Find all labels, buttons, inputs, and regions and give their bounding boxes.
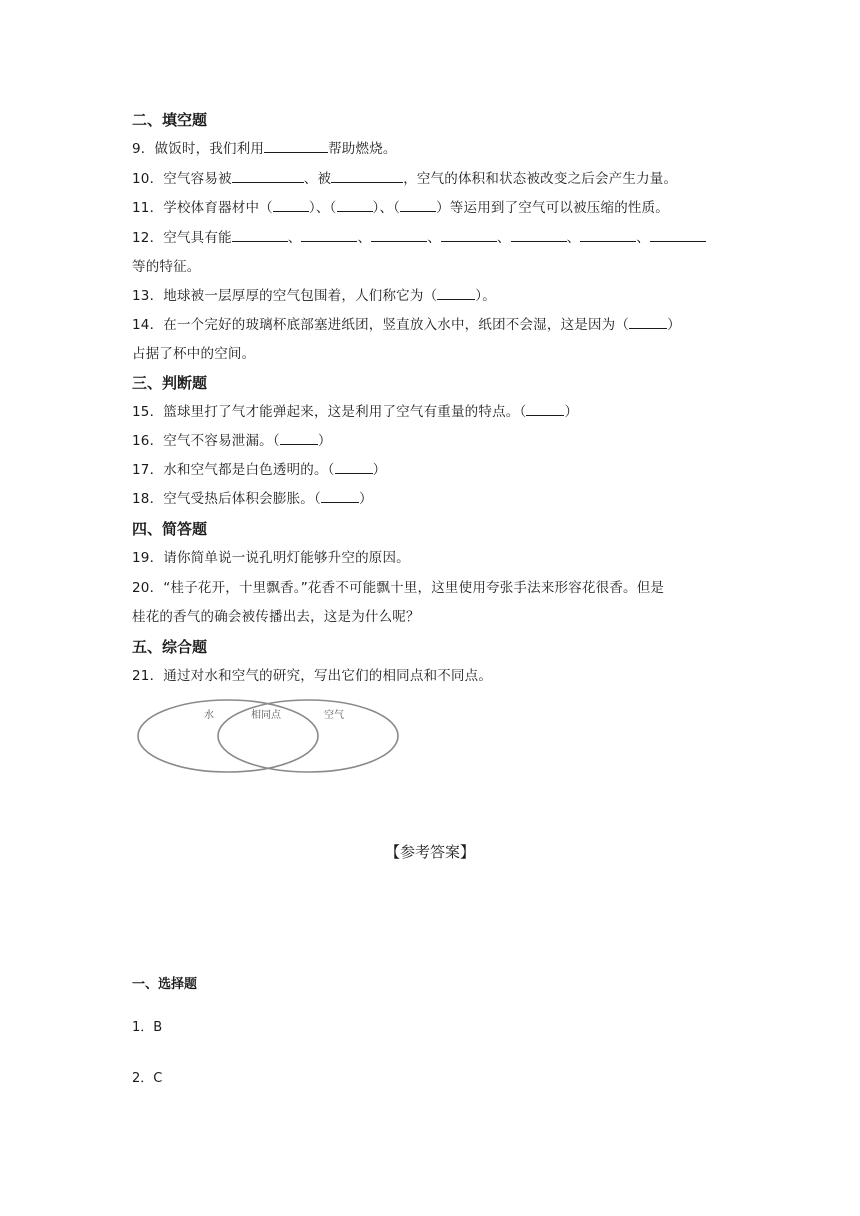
question-11: 11．学校体育器材中（ ）、（ ）、（ ）等运用到了空气可以被压缩的性质。 bbox=[132, 200, 670, 216]
venn-diagram bbox=[132, 696, 407, 780]
question-10: 10．空气容易被 、被 ，空气的体积和状态被改变之后会产生力量。 bbox=[132, 171, 678, 187]
question-14-line2: 占据了杯中的空间。 bbox=[132, 346, 256, 362]
answer-blank bbox=[321, 490, 359, 503]
answer-blank bbox=[371, 229, 427, 242]
question-20-line2: 桂花的香气的确会被传播出去，这是为什么呢？ bbox=[132, 609, 420, 625]
question-18: 18．空气受热后体积会膨胀。（ ） bbox=[132, 491, 373, 507]
question-16: 16．空气不容易泄漏。（ ） bbox=[132, 433, 332, 449]
answer-item: 2．C bbox=[132, 1071, 163, 1086]
question-12: 12．空气具有能 、 、 、 、 、 、 bbox=[132, 229, 706, 247]
answer-blank bbox=[400, 199, 436, 212]
question-13: 13．地球被一层厚厚的空气包围着，人们称它为（ ）。 bbox=[132, 288, 496, 304]
answer-blank bbox=[232, 170, 304, 183]
answer-key-title: 【参考答案】 bbox=[384, 843, 475, 861]
question-15: 15．篮球里打了气才能弹起来，这是利用了空气有重量的特点。（ ） bbox=[132, 404, 579, 420]
question-9: 9．做饭时，我们利用 帮助燃烧。 bbox=[132, 141, 397, 157]
section-comprehensive: 五、综合题 bbox=[132, 638, 208, 656]
question-12-line2: 等的特征。 bbox=[132, 259, 201, 275]
venn-right-circle bbox=[218, 700, 398, 772]
answer-blank bbox=[650, 229, 706, 242]
answer-blank bbox=[526, 403, 564, 416]
answer-blank bbox=[437, 287, 475, 300]
answer-blank bbox=[232, 229, 288, 242]
answer-item: 1．B bbox=[132, 1020, 163, 1035]
answer-blank bbox=[331, 170, 403, 183]
answer-blank bbox=[629, 316, 667, 329]
question-17: 17．水和空气都是白色透明的。（ ） bbox=[132, 462, 387, 478]
section-fill-blank: 二、填空题 bbox=[132, 111, 208, 129]
answer-blank bbox=[280, 432, 318, 445]
answer-blank bbox=[441, 229, 497, 242]
venn-right-label: 空气 bbox=[324, 710, 344, 721]
answer-blank bbox=[337, 199, 373, 212]
section-short-answer: 四、简答题 bbox=[132, 520, 208, 538]
answer-blank bbox=[335, 461, 373, 474]
answer-blank bbox=[301, 229, 357, 242]
question-14: 14．在一个完好的玻璃杯底部塞进纸团，竖直放入水中，纸团不会湿，这是因为（ ） bbox=[132, 317, 681, 333]
venn-left-label: 水 bbox=[204, 710, 214, 721]
venn-left-circle bbox=[138, 700, 318, 772]
answer-section-choice: 一、选择题 bbox=[132, 977, 198, 992]
question-21: 21．通过对水和空气的研究，写出它们的相同点和不同点。 bbox=[132, 668, 493, 684]
venn-middle-label: 相同点 bbox=[251, 710, 281, 721]
answer-blank bbox=[273, 199, 309, 212]
answer-blank bbox=[580, 229, 636, 242]
section-true-false: 三、判断题 bbox=[132, 374, 208, 392]
answer-blank bbox=[264, 140, 328, 153]
question-19: 19．请你简单说一说孔明灯能够升空的原因。 bbox=[132, 550, 410, 566]
question-20-line1: 20．“桂子花开，十里飘香。”花香不可能飘十里，这里使用夸张手法来形容花很香。但是 bbox=[132, 580, 665, 596]
answer-blank bbox=[511, 229, 567, 242]
